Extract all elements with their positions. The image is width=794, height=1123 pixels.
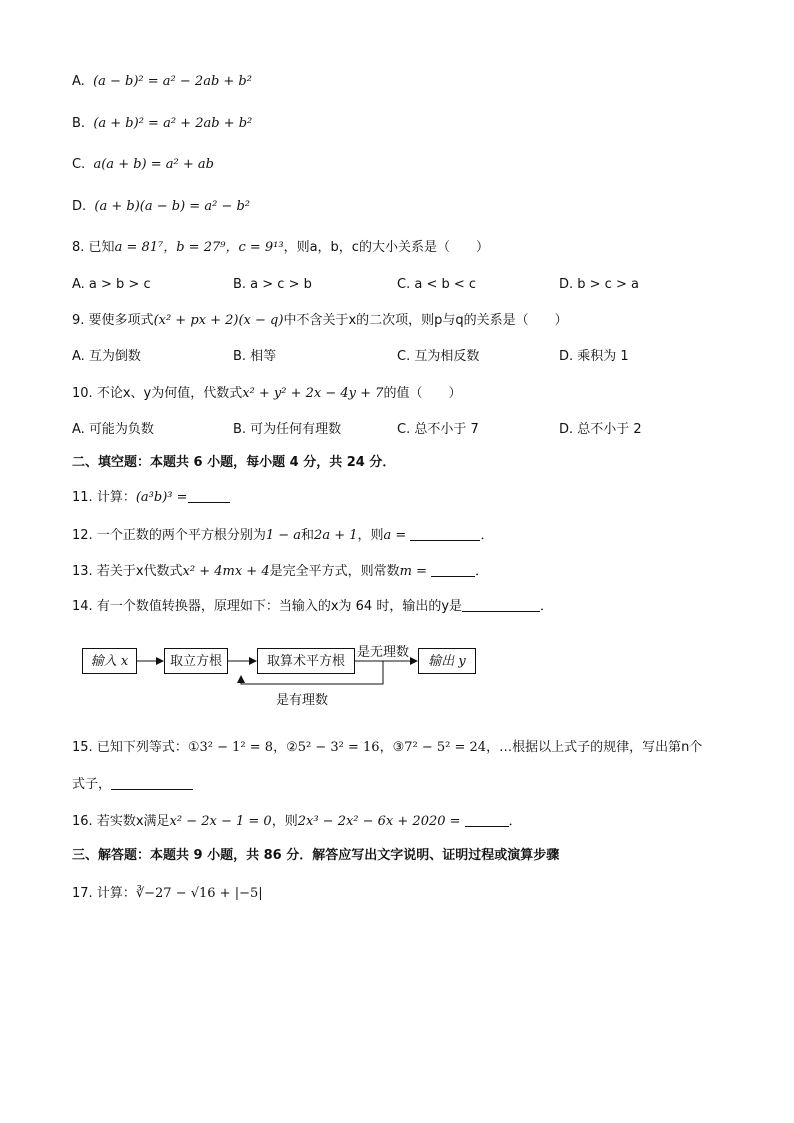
q13-stem: 13. 若关于x代数式x² + 4mx + 4是完全平方式，则常数m = ． [72, 564, 489, 579]
section-fill-in-title: 二、填空题：本题共 6 小题，每小题 4 分，共 24 分． [72, 455, 396, 470]
flow-label-irrational: 是无理数 [357, 645, 410, 660]
flow-input-box: 输入 x [82, 648, 137, 674]
q7-option-a: A. (a − b)² = a² − 2ab + b² [72, 74, 252, 89]
q7-option-a-expr: (a − b)² = a² − 2ab + b² [93, 74, 252, 89]
q7-option-d-expr: (a + b)(a − b) = a² − b² [94, 199, 250, 214]
flow-output-box: 输出 y [418, 648, 476, 674]
q16-stem: 16. 若实数x满足x² − 2x − 1 = 0，则2x³ − 2x² − 6x + 2020 = ． [72, 814, 522, 829]
q8-option-a: A. a > b > c [72, 277, 151, 292]
q15-answer-blank[interactable] [111, 775, 193, 790]
q9-option-a: A. 互为倒数 [72, 349, 141, 364]
q14-stem: 14. 有一个数值转换器，原理如下：当输入的x为 64 时，输出的y是 ． [72, 599, 554, 614]
section-answer-title: 三、解答题：本题共 9 小题，共 86 分．解答应写出文字说明、证明过程或演算步骤 [72, 848, 560, 863]
q10-option-c: C. 总不小于 7 [397, 422, 479, 437]
q7-option-c-expr: a(a + b) = a² + ab [93, 157, 214, 172]
q15-stem: 15. 已知下列等式：①3² − 1² = 8，②5² − 3² = 16，③7² − 5² = 24，…根据以上式子的规律，写出第n个 [72, 740, 703, 755]
flow-sqrt-box: 取算术平方根 [257, 648, 355, 674]
q7-option-d: D. (a + b)(a − b) = a² − b² [72, 199, 250, 214]
q10-stem: 10. 不论x、y为何值，代数式x² + y² + 2x − 4y + 7的值（ ） [72, 386, 462, 401]
q7-option-b-expr: (a + b)² = a² + 2ab + b² [93, 116, 253, 131]
q8-option-b: B. a > c > b [233, 277, 312, 292]
q16-answer-blank[interactable] [465, 812, 509, 827]
q7-option-c: C. a(a + b) = a² + ab [72, 157, 214, 172]
q15-stem-line2: 式子， [72, 775, 193, 795]
q10-option-a: A. 可能为负数 [72, 422, 154, 437]
q11-stem: 11. 计算：(a³b)³ = [72, 488, 230, 508]
q10-option-b: B. 可为任何有理数 [233, 422, 342, 437]
q10-option-d: D. 总不小于 2 [559, 422, 642, 437]
q8-option-d: D. b > c > a [559, 277, 639, 292]
flow-cube-root-box: 取立方根 [164, 648, 228, 674]
q9-stem: 9. 要使多项式(x² + px + 2)(x − q)中不含关于x的二次项，则p与q的关系是（ ） [72, 313, 568, 328]
q12-stem: 12. 一个正数的两个平方根分别为1 − a和2a + 1，则a = ． [72, 528, 494, 543]
q7-option-b: B. (a + b)² = a² + 2ab + b² [72, 116, 253, 131]
q8-option-c: C. a < b < c [397, 277, 477, 292]
q9-option-c: C. 互为相反数 [397, 349, 480, 364]
flow-label-rational: 是有理数 [276, 693, 329, 708]
q9-option-d: D. 乘积为 1 [559, 349, 629, 364]
q17-stem: 17. 计算：∛−27 − √16 + |−5| [72, 886, 263, 901]
q9-option-b: B. 相等 [233, 349, 277, 364]
q8-stem: 8. 已知a = 81⁷，b = 27⁹，c = 9¹³，则a，b，c的大小关系是（ ） [72, 240, 489, 255]
